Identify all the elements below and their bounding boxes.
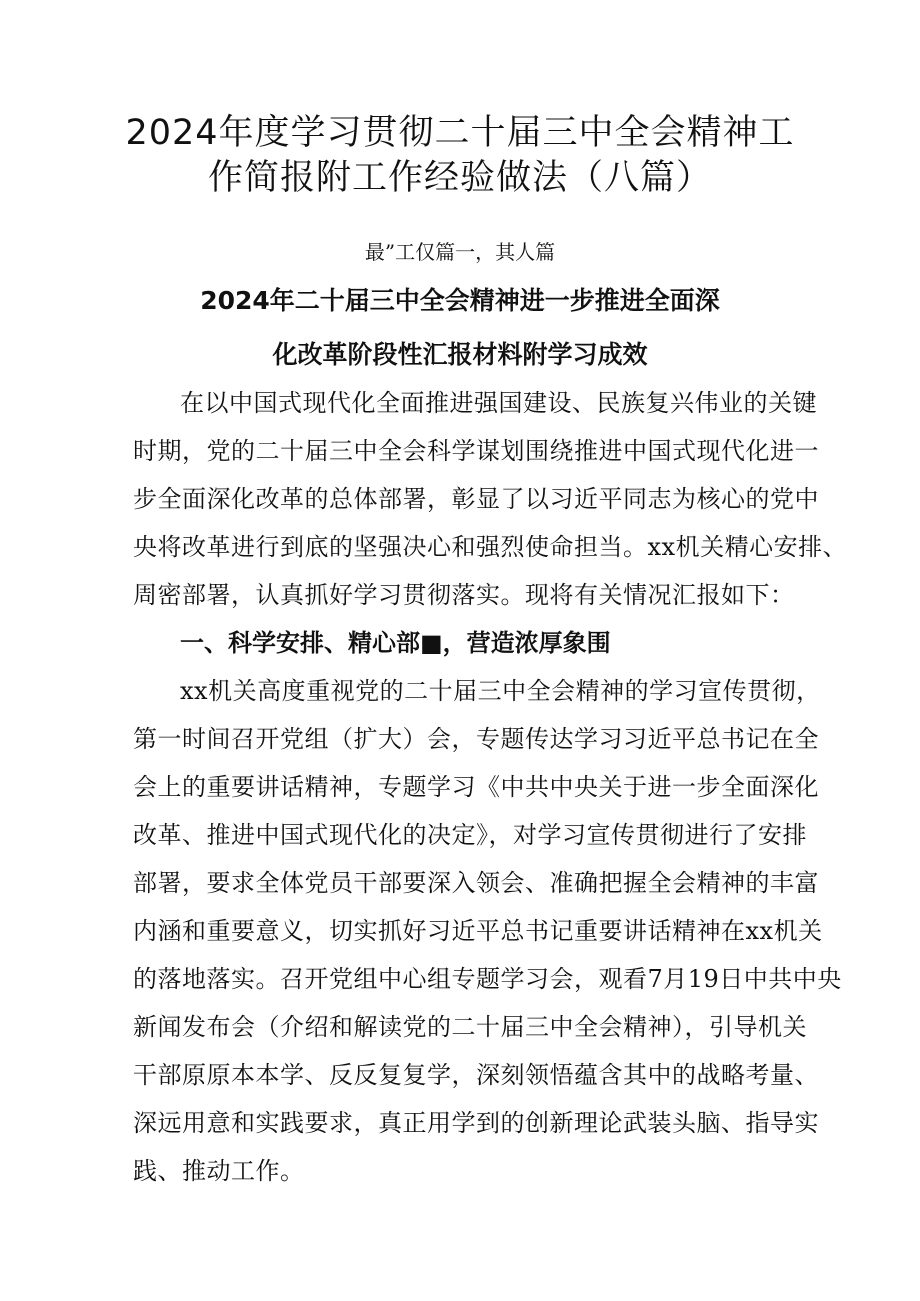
section-subtitle: 最”工仅篇一，其人篇 (364, 240, 556, 264)
intro-paragraph-line: 在以中国式现代化全面推进强国建设、民族复兴伟业的关键 (180, 389, 817, 417)
section-1-paragraph-line: 改革、推进中国式现代化的决定》，对学习宣传贯彻进行了安排 (133, 821, 807, 849)
article-heading-line-2: 化改革阶段性汇报材料附学习成效 (272, 340, 648, 369)
intro-paragraph-line: 时期，党的二十届三中全会科学谋划围绕推进中国式现代化进一 (133, 437, 819, 465)
section-1-heading: 一、科学安排、精心部■，营造浓厚象围 (180, 629, 611, 657)
article-heading-line-1: 2024年二十届三中全会精神进一步推进全面深 (200, 286, 720, 315)
section-1-paragraph-line: 会上的重要讲话精神，专题学习《中共中央关于进一步全面深化 (133, 773, 819, 801)
intro-paragraph-line: 周密部署，认真抓好学习贯彻落实。现将有关情况汇报如下： (133, 581, 795, 609)
section-1-paragraph-line: 内涵和重要意义，切实抓好习近平总书记重要讲话精神在xx机关 (133, 917, 823, 945)
section-1-paragraph-line: 部署，要求全体党员干部要深入领会、准确把握全会精神的丰富 (133, 869, 819, 897)
section-1-paragraph-line: 新闻发布会（介绍和解读党的二十届三中全会精神），引导机关 (133, 1013, 807, 1041)
section-1-paragraph-line: 干部原原本本学、反反复复学，深刻领悟蕴含其中的战略考量、 (133, 1061, 819, 1089)
intro-paragraph-line: 央将改革进行到底的坚强决心和强烈使命担当。xx机关精心安排、 (133, 533, 848, 561)
section-1-paragraph-line: 践、推动工作。 (133, 1157, 305, 1185)
section-1-paragraph-line: 第一时间召开党组（扩大）会，专题传达学习习近平总书记在全 (133, 725, 819, 753)
document-title-line-1: 2024年度学习贯彻二十届三中全会精神工 (125, 113, 795, 153)
section-1-paragraph-line: 的落地落实。召开党组中心组专题学习会，观看7月19日中共中央 (133, 965, 842, 993)
intro-paragraph-line: 步全面深化改革的总体部署，彰显了以习近平同志为核心的党中 (133, 485, 819, 513)
section-1-paragraph-line: xx机关高度重视党的二十届三中全会精神的学习宣传贯彻， (180, 677, 821, 705)
document-title-line-2: 作简报附工作经验做法（八篇） (207, 158, 712, 198)
section-1-paragraph-line: 深远用意和实践要求，真正用学到的创新理论武装头脑、指导实 (133, 1109, 819, 1137)
